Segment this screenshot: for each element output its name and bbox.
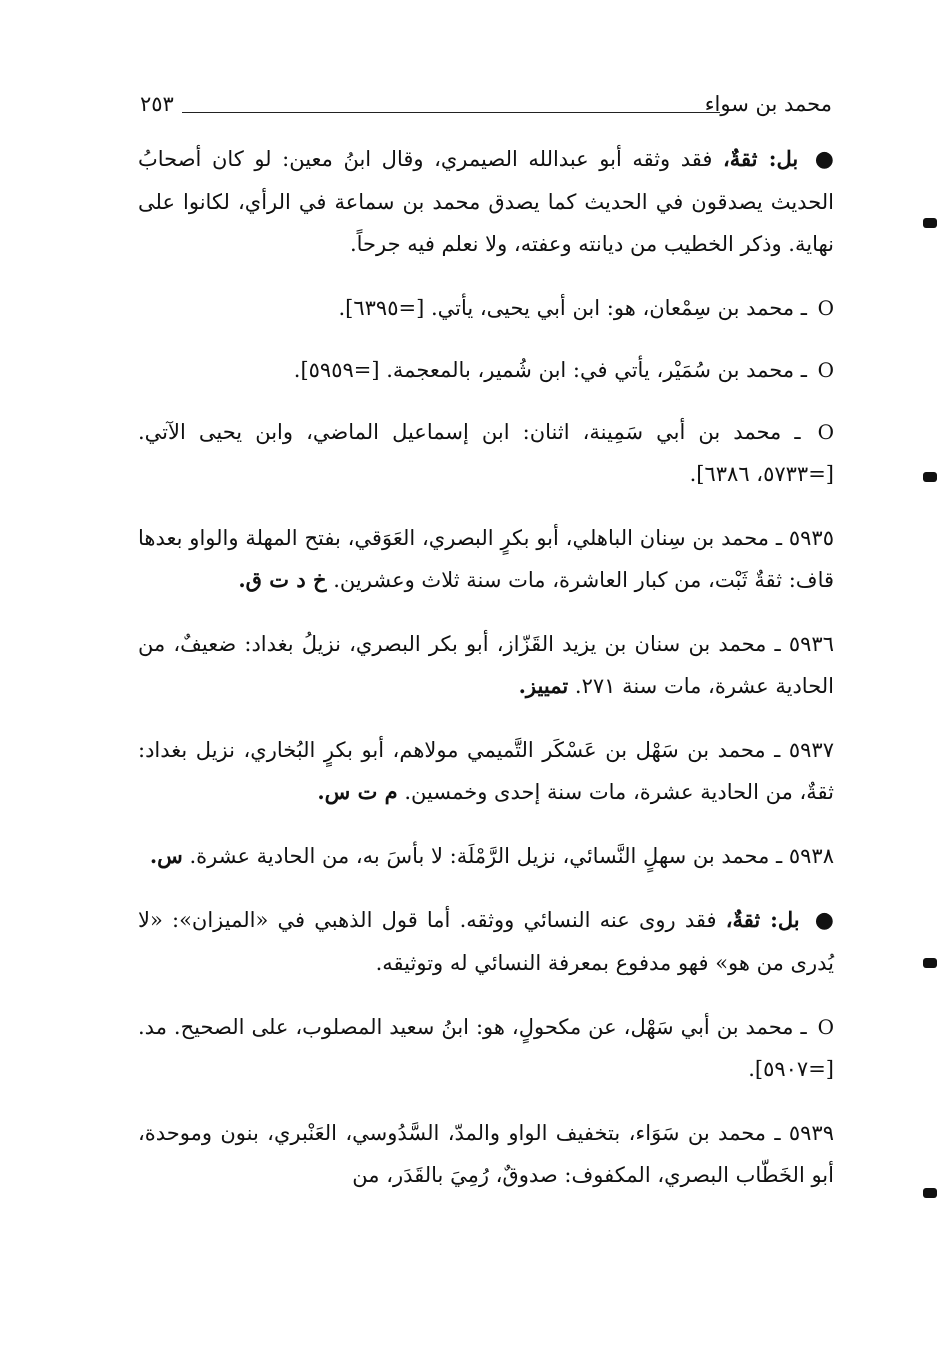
paragraph-crossref bbox=[138, 287, 834, 329]
page-number: ٢٥٣ bbox=[140, 92, 174, 116]
paragraph-crossref bbox=[138, 1006, 834, 1090]
page-body bbox=[138, 138, 834, 1218]
header-title: محمد بن سواء bbox=[704, 92, 832, 116]
binding-mark bbox=[923, 1188, 937, 1198]
paragraph-text: ٥٩٣٦ ـ محمد بن سنان بن يزيد القَزّاز، أبو بكر البصري، نزيلُ بغداد: ضعيفٌ، من الحادية عشرة، مات سنة ٢٧١. bbox=[138, 632, 834, 698]
paragraph-sigla: س. bbox=[149, 843, 183, 868]
paragraph-text: فقد روى عنه النسائي ووثقه. أما قول الذهبي في «الميزان»: «لا يُدرى من هو» فهو مدفوع بمعرفة النسائي له وتوثيقه. bbox=[138, 908, 834, 975]
paragraph-entry bbox=[138, 835, 834, 877]
hollow-circle-icon: O bbox=[817, 1015, 834, 1039]
paragraph-text: ـ محمد بن أبي سَهْل، عن مكحولٍ، هو: ابنُ سعيد المصلوب، على الصحيح. مد. [=٥٩٠٧]. bbox=[138, 1015, 834, 1081]
paragraph-sigla: خ د ت ق. bbox=[238, 567, 327, 592]
paragraph-lead: بل: ثقةٌ، bbox=[723, 146, 799, 171]
filled-circle-icon: ● bbox=[814, 147, 834, 172]
binding-mark bbox=[923, 218, 937, 228]
paragraph-text: ـ محمد بن سِمْعان، هو: ابن أبي يحيى، يأتي. [=٦٣٩٥]. bbox=[338, 296, 807, 320]
paragraph-note bbox=[138, 899, 834, 984]
binding-mark bbox=[923, 472, 937, 482]
paragraph-entry bbox=[138, 517, 834, 601]
running-header bbox=[140, 92, 832, 124]
paragraph-text: ـ محمد بن أبي سَمِينة، اثنان: ابن إسماعيل الماضي، وابن يحيى الآتي. [=٥٧٣٣، ٦٣٨٦]. bbox=[138, 420, 834, 486]
paragraph-sigla: م ت س. bbox=[317, 779, 398, 804]
paragraph-text: ٥٩٣٨ ـ محمد بن سهلٍ النَّسائي، نزيل الرَّمْلَة: لا بأسَ به، من الحادية عشرة. bbox=[189, 844, 834, 868]
header-rule bbox=[182, 112, 720, 113]
paragraph-text: ٥٩٣٥ ـ محمد بن سِنان الباهلي، أبو بكرٍ البصري، العَوَقي، بفتح المهلة والواو بعدها قاف: ثقةٌ ثَبْت، من كبار العاشرة، مات سنة ثلاث وعشرين. bbox=[138, 526, 834, 592]
paragraph-entry bbox=[138, 623, 834, 707]
paragraph-text: ٥٩٣٧ ـ محمد بن سَهْل بن عَسْكَر التَّميمي مولاهم، أبو بكرٍ البُخاري، نزيل بغداد: ثقةٌ، من الحادية عشرة، مات سنة إحدى وخمسين. bbox=[138, 738, 834, 804]
paragraph-text: ٥٩٣٩ ـ محمد بن سَوَاء، بتخفيف الواو والمدّ، السَّدُوسي، العَنْبري، بنون وموحدة، أبو الخَطّاب البصري، المكفوف: صدوقٌ، رُمِيَ بالقَدَر، من bbox=[138, 1121, 834, 1187]
paragraph-text: ـ محمد بن سُمَيْر، يأتي في: ابن شُمير، بالمعجمة. [=٥٩٥٩]. bbox=[293, 358, 807, 382]
hollow-circle-icon: O bbox=[817, 296, 834, 320]
paragraph-crossref bbox=[138, 411, 834, 495]
hollow-circle-icon: O bbox=[817, 420, 834, 444]
paragraph-lead: بل: ثقةٌ، bbox=[725, 907, 800, 932]
binding-mark bbox=[923, 958, 937, 968]
paragraph-note bbox=[138, 138, 834, 265]
filled-circle-icon: ● bbox=[814, 908, 834, 933]
paragraph-text: فقد وثقه أبو عبدالله الصيمري، وقال ابنُ معين: لو كان أصحابُ الحديث يصدقون في الحديث كما يصدق محمد بن سماعة في الرأي، لكانوا على نهاية. وذكر الخطيب من ديانته وعفته، ولا نعلم فيه جرحاً. bbox=[138, 147, 834, 256]
paragraph-entry bbox=[138, 729, 834, 813]
hollow-circle-icon: O bbox=[817, 358, 834, 382]
paragraph-sigla: تمييز. bbox=[518, 673, 569, 698]
paragraph-crossref bbox=[138, 349, 834, 391]
paragraph-entry bbox=[138, 1112, 834, 1196]
